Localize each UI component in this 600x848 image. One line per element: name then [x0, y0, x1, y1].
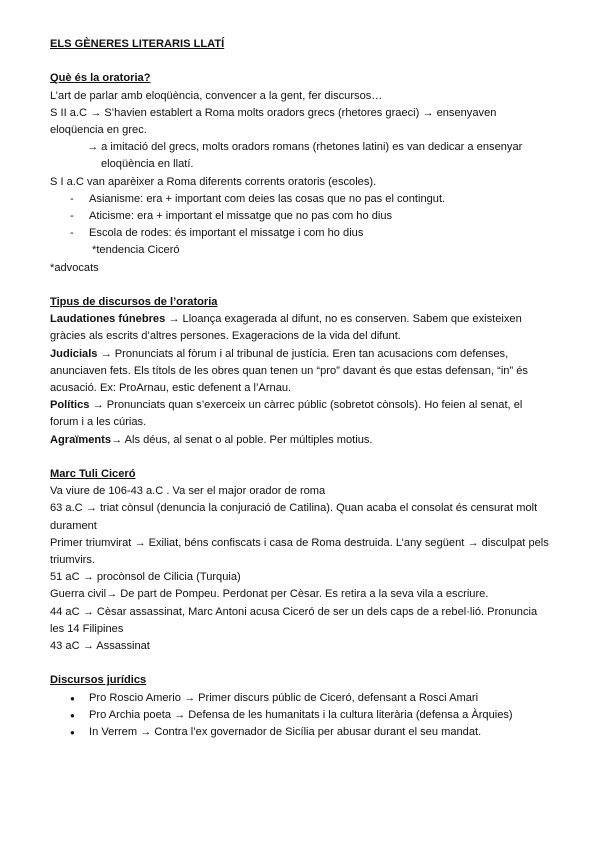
section-heading-juridics: Discursos jurídics	[50, 674, 147, 687]
dash-list	[50, 191, 550, 243]
entry-term: Laudationes fúnebres	[50, 313, 166, 326]
document-page	[50, 36, 550, 741]
definition-entry	[50, 311, 550, 345]
timeline-line: Primer triumvirat → Exiliat, béns confiscats i casa de Roma destruida. L’any següent → disculpat pels triumvirs.	[50, 536, 549, 567]
section-heading-oratoria: Què és la oratoria?	[50, 72, 151, 85]
entry-term: Judicials	[50, 347, 98, 360]
list-item: ● In Verrem → Contra l’ex governador de Sicília per abusar durant el seu mandat.	[70, 724, 550, 741]
entry-text: → Pronunciats quan s’exerceix un càrrec públic (sobretot cònsols). Ho feien al senat, el forum i a les cúrias.	[50, 399, 523, 429]
note: *advocats	[50, 261, 99, 274]
list-item: - Aticisme: era + important el missatge que no pas com ho dius	[70, 208, 550, 225]
sub-note: *tendencia Ciceró	[92, 244, 180, 257]
timeline-line: 51 aC → procònsol de Cilicia (Turquia)	[50, 571, 241, 584]
entry-term: Agraïments	[50, 433, 112, 446]
spacer	[50, 655, 550, 672]
section-heading-ciceron: Marc Tuli Ciceró	[50, 468, 136, 481]
timeline-line: 63 a.C → triat cònsul (denuncia la conjuració de Catilina). Quan acaba el consolat és censurat molt durament	[50, 502, 538, 532]
paragraph: L’art de parlar amb eloqüència, convencer a la gent, fer discursos…	[50, 89, 383, 102]
timeline-line: Va viure de 106-43 a.C . Va ser el major orador de roma	[50, 485, 326, 498]
paragraph: S I a.C van aparèixer a Roma diferents corrents oratoris (escoles).	[50, 175, 377, 188]
entry-text: → Lloança exagerada al difunt, no es conserven. Sabem que existeixen gràcies als escrits d’altres persones. Exageracions de la vida del difunt.	[50, 313, 522, 343]
list-item: ● Pro Roscio Amerio → Primer discurs públic de Ciceró, defensant a Rosci Amari	[70, 690, 550, 707]
timeline-line: 43 aC → Assassinat	[50, 640, 150, 653]
list-item: - Asianisme: era + important com deies las cosas que no pas el contingut.	[70, 191, 550, 208]
list-item: ● Pro Archia poeta → Defensa de les humanitats i la cultura literària (defensa a Àrquies)	[70, 707, 550, 724]
definition-entry	[50, 397, 550, 431]
entry-term: Polítics	[50, 399, 90, 412]
document-title: ELS GÈNERES LITERARIS LLATÍ	[50, 38, 225, 50]
entry-text: → Als déus, al senat o al poble. Per múltiples motius.	[111, 433, 373, 446]
spacer	[50, 449, 550, 466]
entry-text: → Pronunciats al fòrum i al tribunal de justícia. Eren tan acusacions com defenses, anunciaven fets. Els títols de les obres quan tenen un “pro” davant és que estas defensan, “in” és acusació. Ex: ProArnau, estic defenent a l’Arnau.	[50, 347, 528, 395]
paragraph: → a imitació del grecs, molts oradors romans (rhetones latini) es van dedicar a ensenyar eloqüència en llatí.	[87, 141, 523, 171]
timeline-line: 44 aC → Cèsar assassinat, Marc Antoni acusa Ciceró de ser un dels caps de a rebel·lió. Pronuncia les 14 Filipines	[50, 605, 538, 635]
section-heading-tipus: Tipus de discursos de l’oratoria	[50, 296, 218, 309]
definition-entry	[50, 432, 550, 449]
definition-entry	[50, 346, 550, 398]
indented-block	[50, 139, 550, 173]
list-item: - Escola de rodes: és important el missatge i com ho dius	[70, 225, 550, 242]
spacer	[50, 277, 550, 294]
paragraph: S II a.C → S’havien establert a Roma molts oradors grecs (rhetores graeci) → ensenyaven eloqüencia en grec.	[50, 106, 497, 136]
spacer	[50, 53, 550, 70]
bullet-list	[50, 690, 550, 742]
timeline-line: Guerra civil→ De part de Pompeu. Perdonat per Cèsar. Es retira a la seva vila a escriure.	[50, 588, 489, 601]
